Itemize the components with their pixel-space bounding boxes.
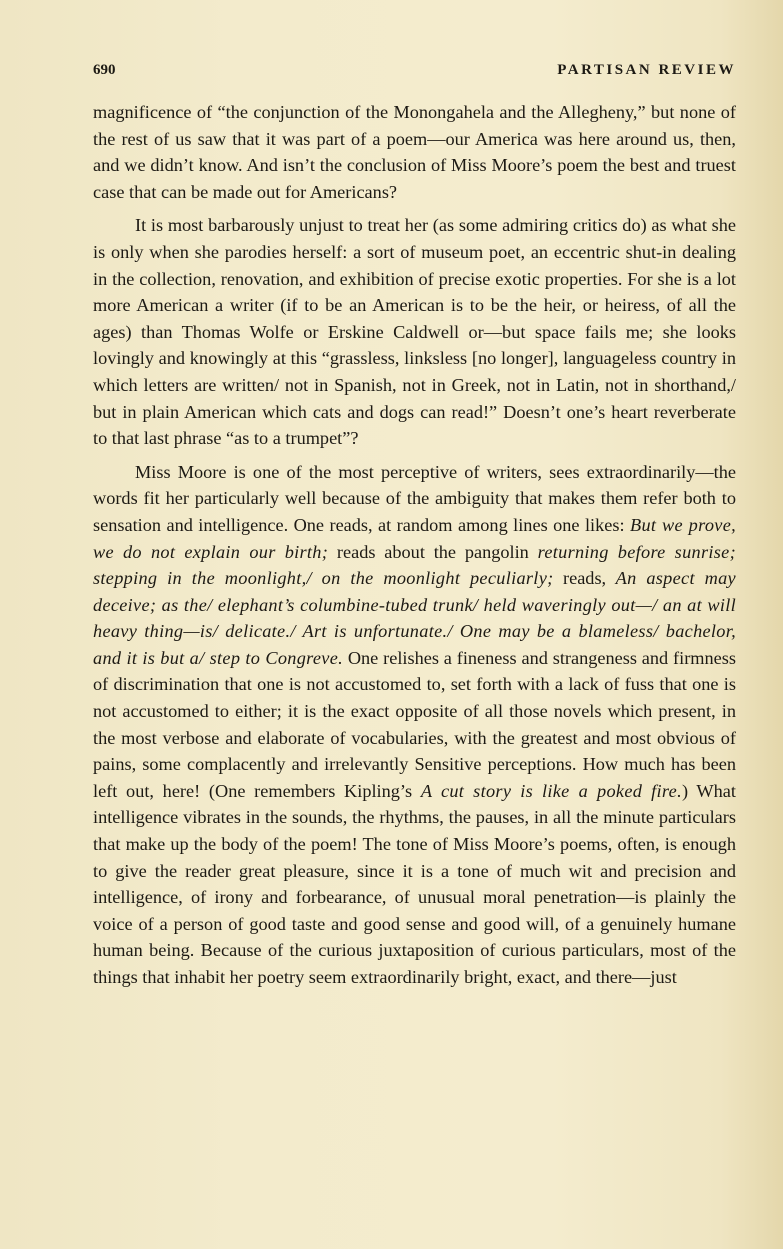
journal-title: PARTISAN REVIEW: [557, 62, 736, 78]
text-run: It is most barbarously unjust to treat her (as some admiring critics do) as what she is only when she parodies herself: a sort of museum poet, an eccentric shut-in dealing in the collection, renovation, and exhibition of precise exotic properties. For she is a lot more American a writer (if to be an American is to be the heir, or heiress, of all the ages) than Thomas Wolfe or Erskine Caldwell or—but space fails me; she looks lovingly and knowingly at this “grassless, linksless [no longer], languageless country in which letters are written/ not in Spanish, not in Greek, not in Latin, not in shorthand,/ but in plain American which cats and dogs can read!” Doesn’t one’s heart reverberate to that last phrase “as to a trumpet”?: [93, 215, 736, 449]
page-number: 690: [93, 62, 116, 78]
paragraph-1: [93, 99, 736, 205]
text-run: Miss Moore is one of the most perceptive of writers, sees extraordinarily—the words fit her particularly well because of the ambiguity that makes them refer both to sensation and intelligence. One reads, at random among lines one likes:: [93, 461, 736, 535]
text-run: reads about the pangolin: [328, 541, 538, 562]
paragraph-2: [93, 212, 736, 451]
text-run: ) What intelligence vibrates in the sounds, the rhythms, the pauses, in all the minute particulars that make up the body of the poem! The tone of Miss Moore’s poems, often, is enough to give the reader great pleasure, since it is a tone of much wit and precision and intelligence, of irony and forbearance, of unusual moral penetration—is plainly the voice of a person of good taste and good sense and good will, of a genuinely humane human being. Because of the curious juxtaposition of curious particulars, most of the things that inhabit her poetry seem extraordinarily bright, exact, and there—just: [93, 780, 736, 987]
quoted-line-italic: An aspect may deceive; as the/ elephant’s columbine-tubed trunk/ held waveringly out—/ an at will heavy thing—is/ delicate./ Art is unfortunate./ One may be a blameless/ bachelor, and it is but a/ step to Congreve.: [93, 568, 736, 668]
quoted-line-italic: But we prove, we do not explain our birth;: [93, 514, 736, 562]
text-run: magnificence of “the conjunction of the Monongahela and the Allegheny,” but none of the rest of us saw that it was part of a poem—our America was here around us, then, and we didn’t know. And isn’t the conclusion of Miss Moore’s poem the best and truest case that can be made out for Americans?: [93, 102, 736, 202]
text-run: reads,: [553, 568, 616, 589]
quoted-line-italic: A cut story is like a poked fire.: [420, 780, 682, 801]
running-head: [93, 62, 736, 86]
paragraph-3: [93, 459, 736, 991]
text-run: One relishes a fineness and strangeness and firmness of discrimination that one is not accustomed to, set forth with a lack of fuss that one is not accustomed to either; it is the exact opposite of all those novels which present, in the most verbose and elaborate of vocabularies, with the greatest and most obvious of pains, some complacently and irrelevantly Sensitive perceptions. How much has been left out, here! (One remembers Kipling’s: [93, 647, 736, 801]
body-text: [93, 99, 736, 991]
quoted-line-italic: returning before sunrise; stepping in the moonlight,/ on the moonlight peculiarly;: [93, 541, 736, 589]
